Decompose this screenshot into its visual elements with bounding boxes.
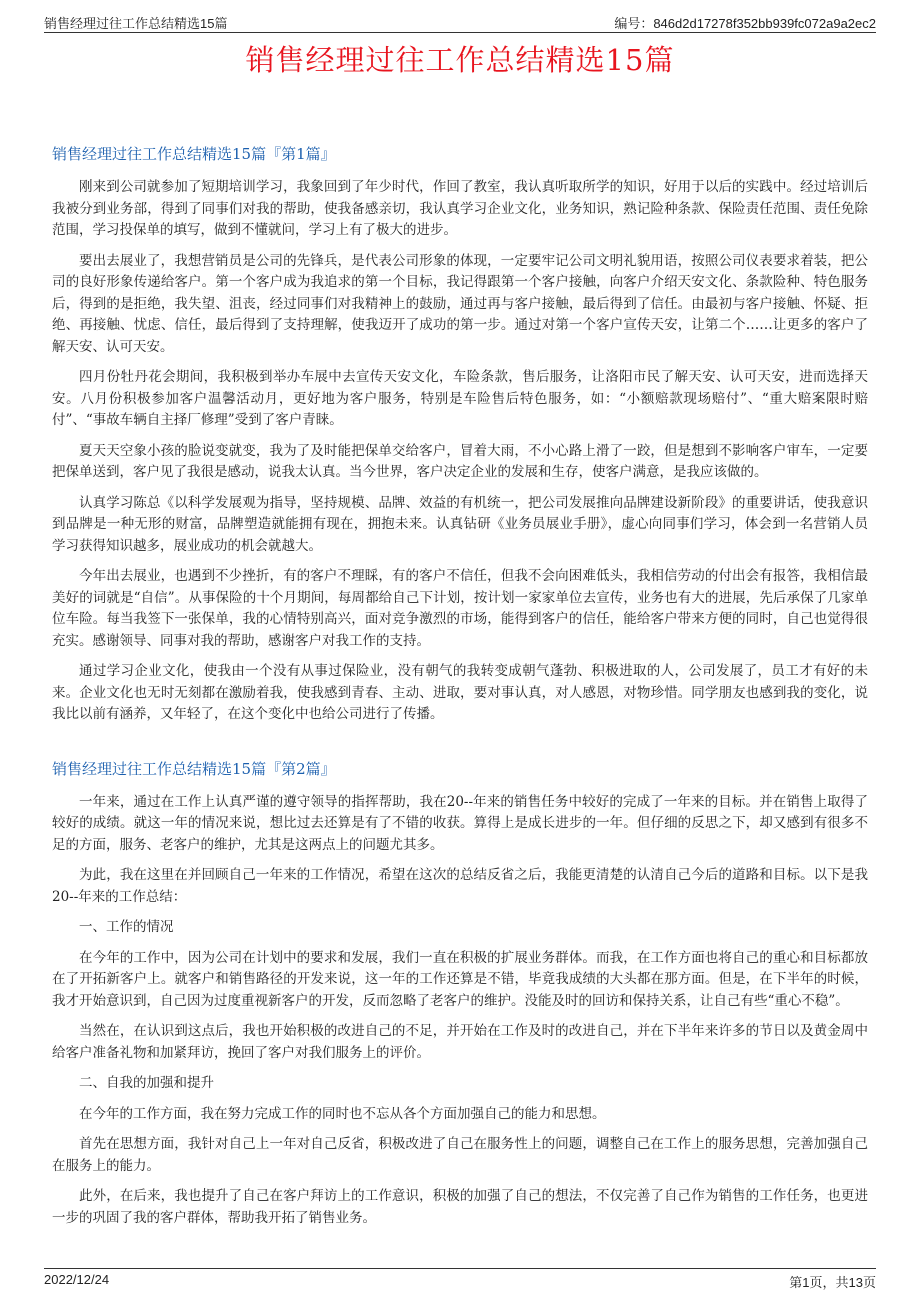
header-doc-title: 销售经理过往工作总结精选15篇 bbox=[44, 16, 228, 31]
footer-page-info: 第1页，共13页 bbox=[789, 1275, 876, 1290]
header-doc-number: 编号：846d2d17278f352bb939fc072a9a2ec2 bbox=[614, 16, 876, 31]
document-body bbox=[52, 143, 868, 1238]
subheading-self-improvement: 二、自我的加强和提升 bbox=[79, 1075, 214, 1091]
paragraph: 要出去展业了，我想营销员是公司的先锋兵，是代表公司形象的体现，一定要牢记公司文明礼貌用语，按照公司仪表要求着装，把公司的良好形象传递给客户。第一个客户成为我追求的第一个目标，我记得跟第一个客户接触，向客户介绍天安文化、条款险种、特色服务后，得到的是拒绝，我失望、沮丧，经过同事们对我精神上的鼓励，通过再与客户接触，最后得到了信任。由最初与客户接触、怀疑、拒绝、再接触、忧虑、信任，最后得到了支持理解，使我迈开了成功的第一步。通过对第一个客户宣传天安，让第二个……让更多的客户了解天安、认可天安。 bbox=[52, 252, 868, 355]
paragraph: 通过学习企业文化，使我由一个没有从事过保险业，没有朝气的我转变成朝气蓬勃、积极进取的人，公司发展了，员工才有好的未来。企业文化也无时无刻都在激励着我，使我感到青春、主动、进取，要对事认真，对人感恩，对物珍惜。同学朋友也感到我的变化，说我比以前有涵养，又年轻了，在这个变化中也给公司进行了传播。 bbox=[52, 663, 868, 722]
paragraph: 今年出去展业，也遇到不少挫折，有的客户不理睬，有的客户不信任，但我不会向困难低头，我相信劳动的付出会有报答，我相信最美好的词就是“自信”。从事保险的十个月期间，每周都给自己下计划，按计划一家家单位去宣传，业务也有大的进展，先后承保了几家单位车险。每当我签下一张保单，我的心情特别高兴，面对竞争激烈的市场，能得到客户的信任，能给客户带来方便的同时，自己也觉得很充实。感谢领导、同事对我的帮助，感谢客户对我工作的支持。 bbox=[52, 568, 868, 649]
paragraph: 认真学习陈总《以科学发展观为指导，坚持规模、品牌、效益的有机统一，把公司发展推向品牌建设新阶段》的重要讲话，使我意识到品牌是一种无形的财富，品牌塑造就能拥有现在，拥抱未来。认真钻研《业务员展业手册》，虚心向同事们学习，体会到一名营销人员学习获得知识越多，展业成功的机会就越大。 bbox=[52, 494, 868, 554]
paragraph: 在今年的工作方面，我在努力完成工作的同时也不忘从各个方面加强自己的能力和思想。 bbox=[79, 1105, 606, 1122]
paragraph: 夏天天空象小孩的脸说变就变，我为了及时能把保单交给客户，冒着大雨，不小心路上滑了一跤，但是想到不影响客户审车，一定要把保单送到，客户见了我很是感动，说我太认真。当今世界，客户决定企业的发展和生存，使客户满意，是我应该做的。 bbox=[52, 442, 868, 480]
paragraph: 一年来，通过在工作上认真严谨的遵守领导的指挥帮助，我在20--年来的销售任务中较好的完成了一年来的目标。并在销售上取得了较好的成绩。就这一年的情况来说，想比过去还算是有了不错的收获。算得上是成长进步的一年。但仔细的反思之下，却又感到有很多不足的方面，服务、老客户的维护，尤其是这两点上的问题尤其多。 bbox=[52, 793, 868, 853]
page-title: 销售经理过往工作总结精选15篇 bbox=[245, 43, 675, 77]
page-footer bbox=[44, 1268, 876, 1291]
paragraph: 当然在，在认识到这点后，我也开始积极的改进自己的不足，并开始在工作及时的改进自己，并在下半年来许多的节日以及黄金周中给客户准备礼物和加紧拜访，挽回了客户对我们服务上的评价。 bbox=[52, 1023, 868, 1061]
paragraph: 为此，我在这里在并回顾自己一年来的工作情况，希望在这次的总结反省之后，我能更清楚的认清自己今后的道路和目标。以下是我20--年来的工作总结： bbox=[52, 867, 868, 905]
subheading-work-situation: 一、工作的情况 bbox=[79, 919, 174, 935]
section-2-title: 销售经理过往工作总结精选15篇『第2篇』 bbox=[52, 759, 336, 778]
section-1-title: 销售经理过往工作总结精选15篇『第1篇』 bbox=[52, 145, 336, 163]
paragraph: 首先在思想方面，我针对自己上一年对自己反省，积极改进了自己在服务性上的问题，调整自己在工作上的服务思想，完善加强自己在服务上的能力。 bbox=[52, 1136, 868, 1174]
paragraph: 四月份牡丹花会期间，我积极到举办车展中去宣传天安文化，车险条款，售后服务，让洛阳市民了解天安、认可天安，进而选择天安。八月份积极参加客户温馨活动月，更好地为客户服务，特别是车险售后特色服务，如：“小额赔款现场赔付”、“重大赔案限时赔付”、“事故车辆自主择厂修理”受到了客户青睐。 bbox=[52, 369, 868, 428]
footer-date: 2022/12/24 bbox=[44, 1272, 110, 1287]
paragraph: 刚来到公司就参加了短期培训学习，我象回到了年少时代，作回了教室，我认真听取所学的知识，好用于以后的实践中。经过培训后我被分到业务部，得到了同事们对我的帮助，使我备感亲切，我认真学习企业文化，业务知识，熟记险种条款、保险责任范围、责任免除范围，学习投保单的填写，做到不懂就问，学习上有了极大的进步。 bbox=[52, 179, 868, 238]
paragraph: 在今年的工作中，因为公司在计划中的要求和发展，我们一直在积极的扩展业务群体。而我，在工作方面也将自己的重心和目标都放在了开拓新客户上。就客户和销售路径的开发来说，这一年的工作还算是不错，毕竟我成绩的大头都在那方面。但是，在下半年的时候，我才开始意识到，自己因为过度重视新客户的开发，反而忽略了老客户的维护。没能及时的回访和保持关系，让自己有些“重心不稳”。 bbox=[52, 949, 868, 1009]
page-header bbox=[44, 10, 876, 33]
paragraph: 此外，在后来，我也提升了自己在客户拜访上的工作意识，积极的加强了自己的想法，不仅完善了自己作为销售的工作任务，也更进一步的巩固了我的客户群体，帮助我开拓了销售业务。 bbox=[52, 1188, 868, 1226]
